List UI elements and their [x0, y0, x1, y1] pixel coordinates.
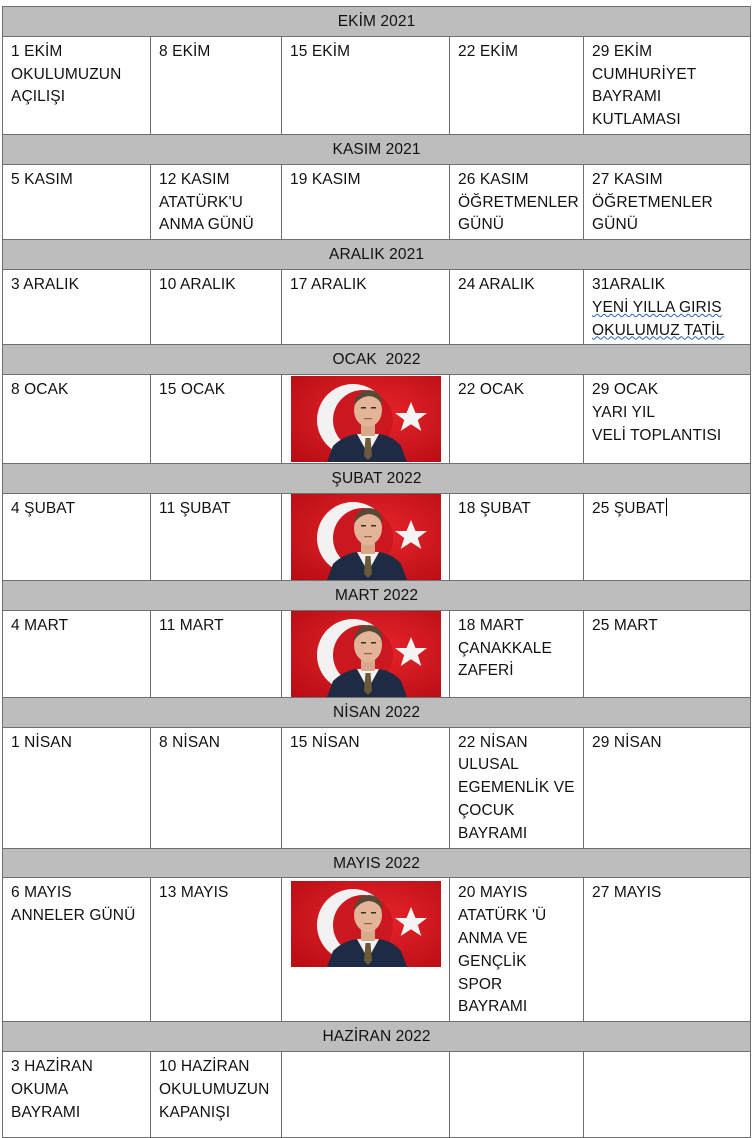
month-header-row — [3, 345, 751, 375]
day-cell: 15 OCAK — [151, 375, 282, 464]
day-cell: 17 ARALIK — [282, 269, 450, 344]
spellcheck-underlined-text: OKULUMUZ TATİL — [592, 321, 725, 339]
week-row — [3, 269, 751, 344]
month-header-row — [3, 240, 751, 270]
month-header-row — [3, 697, 751, 727]
month-header-nisan: NİSAN 2022 — [3, 697, 751, 727]
day-cell — [584, 1051, 751, 1137]
week-row — [3, 493, 751, 580]
day-cell: 26 KASIM ÖĞRETMENLER GÜNÜ — [450, 164, 584, 239]
day-cell: 29 NİSAN — [584, 727, 751, 848]
day-cell: 15 EKİM — [282, 36, 450, 134]
day-cell — [450, 1051, 584, 1137]
day-cell: 1 NİSAN — [3, 727, 151, 848]
day-cell — [282, 1051, 450, 1137]
week-row — [3, 878, 751, 1022]
ataturk-flag-image — [291, 376, 441, 462]
day-cell: 10 ARALIK — [151, 269, 282, 344]
day-cell: 12 KASIM ATATÜRK'U ANMA GÜNÜ — [151, 164, 282, 239]
day-cell: 22 NİSAN ULUSAL EGEMENLİK VE ÇOCUK BAYRAMI — [450, 727, 584, 848]
month-header-ekim: EKİM 2021 — [3, 7, 751, 37]
day-cell: 15 NİSAN — [282, 727, 450, 848]
day-cell: 4 MART — [3, 610, 151, 697]
week-row — [3, 610, 751, 697]
day-cell[interactable]: 25 ŞUBAT — [584, 493, 751, 580]
month-header-row — [3, 134, 751, 164]
day-cell: 8 OCAK — [3, 375, 151, 464]
ataturk-flag-image — [291, 611, 441, 697]
month-header-row — [3, 580, 751, 610]
month-header-aralik: ARALIK 2021 — [3, 240, 751, 270]
day-cell: 8 NİSAN — [151, 727, 282, 848]
month-header-subat: ŞUBAT 2022 — [3, 464, 751, 494]
month-header-row — [3, 464, 751, 494]
week-row — [3, 375, 751, 464]
ataturk-flag-image — [291, 881, 441, 967]
day-cell: 24 ARALIK — [450, 269, 584, 344]
day-cell: 29 EKİM CUMHURİYET BAYRAMI KUTLAMASI — [584, 36, 751, 134]
day-cell: 3 HAZİRAN OKUMA BAYRAMI — [3, 1051, 151, 1137]
month-header-mayis: MAYIS 2022 — [3, 848, 751, 878]
day-cell: 4 ŞUBAT — [3, 493, 151, 580]
week-row — [3, 727, 751, 848]
month-header-row — [3, 7, 751, 37]
day-cell: 18 MART ÇANAKKALE ZAFERİ — [450, 610, 584, 697]
month-header-mart: MART 2022 — [3, 580, 751, 610]
day-cell: 8 EKİM — [151, 36, 282, 134]
day-cell: 11 MART — [151, 610, 282, 697]
day-cell: 3 ARALIK — [3, 269, 151, 344]
week-row — [3, 164, 751, 239]
day-cell: 22 EKİM — [450, 36, 584, 134]
day-cell: 29 OCAK YARI YIL VELİ TOPLANTISI — [584, 375, 751, 464]
month-header-ocak: OCAK 2022 — [3, 345, 751, 375]
week-row — [3, 36, 751, 134]
day-cell: 25 MART — [584, 610, 751, 697]
day-cell: 6 MAYIS ANNELER GÜNÜ — [3, 878, 151, 1022]
spellcheck-underlined-text: YENİ YILLA GIRIS — [592, 298, 722, 316]
text-cursor — [666, 498, 667, 516]
monthly-calendar-table — [2, 6, 751, 1138]
day-cell: 10 HAZİRAN OKULUMUZUN KAPANIŞI — [151, 1051, 282, 1137]
day-cell: 27 KASIM ÖĞRETMENLER GÜNÜ — [584, 164, 751, 239]
month-header-row — [3, 1022, 751, 1052]
image-cell — [282, 375, 450, 464]
month-header-row — [3, 848, 751, 878]
day-cell: 22 OCAK — [450, 375, 584, 464]
day-cell: 11 ŞUBAT — [151, 493, 282, 580]
week-row — [3, 1051, 751, 1137]
ataturk-flag-image — [291, 494, 441, 580]
day-cell: 27 MAYIS — [584, 878, 751, 1022]
image-cell — [282, 610, 450, 697]
day-cell: 1 EKİM OKULUMUZUN AÇILIŞI — [3, 36, 151, 134]
day-cell: 5 KASIM — [3, 164, 151, 239]
image-cell — [282, 878, 450, 1022]
image-cell — [282, 493, 450, 580]
day-cell: 19 KASIM — [282, 164, 450, 239]
day-cell: 18 ŞUBAT — [450, 493, 584, 580]
month-header-haziran: HAZİRAN 2022 — [3, 1022, 751, 1052]
month-header-kasim: KASIM 2021 — [3, 134, 751, 164]
day-cell: 20 MAYIS ATATÜRK 'Ü ANMA VE GENÇLİK SPOR BAYRAMI — [450, 878, 584, 1022]
day-cell: 31ARALIK YENİ YILLA GIRIS OKULUMUZ TATİL — [584, 269, 751, 344]
day-cell: 13 MAYIS — [151, 878, 282, 1022]
